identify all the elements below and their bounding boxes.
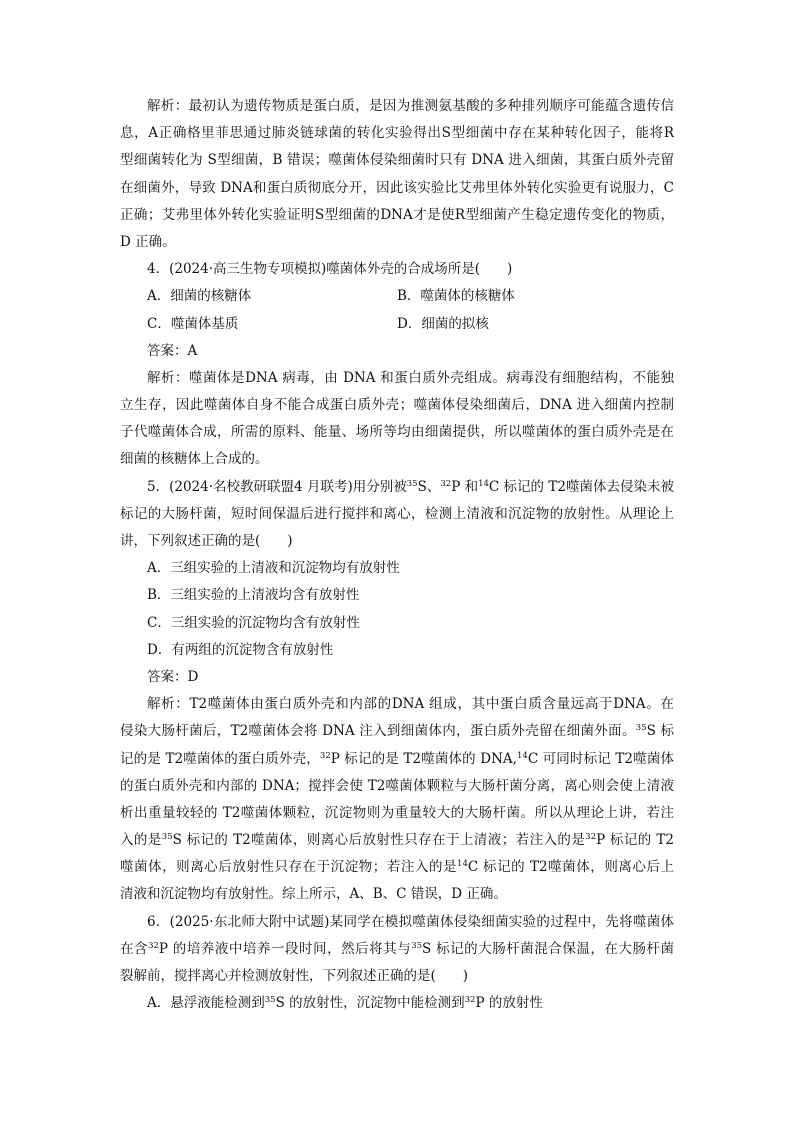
question-4-stem: 4．(2024·高三生物专项模拟)噬菌体外壳的合成场所是( )	[147, 261, 513, 278]
analysis-line: 析出重量较轻的 T2噬菌体颗粒，沉淀物则为重量较大的大肠杆菌。所以从理论上讲，若注	[120, 804, 674, 821]
question-5-stem-line-1: 5．(2024·名校教研联盟4 月联考)用分别被$^{35}$S、$^{32}$P 和$^{14}$C 标记的 T2噬菌体去侵染未被	[147, 478, 674, 495]
question-5-answer: 答案：D	[147, 668, 199, 685]
option-b: B．三组实验的上清液均含有放射性	[147, 587, 360, 604]
analysis-line: 在细菌外，导致 DNA和蛋白质彻底分开，因此该实验比艾弗里体外转化实验更有说服力，C	[120, 179, 674, 196]
question-5-stem-line-3: 讲，下列叙述正确的是( )	[120, 533, 293, 549]
question-4-answer: 答案：A	[147, 342, 198, 359]
analysis-line: 息，A正确格里菲思通过肺炎链球菌的转化实验得出S型细菌中存在某种转化因子，能将R	[120, 125, 674, 142]
question-4-options-row-1	[120, 283, 674, 310]
option-a: A．细菌的核糖体	[147, 288, 252, 305]
question-6-stem-line-2: 在含$^{32}$P 的培养液中培养一段时间，然后将其与$^{35}$S 标记的大肠杆菌混合保温，在大肠杆菌	[120, 940, 674, 957]
analysis-line: 立生存，因此噬菌体自身不能合成蛋白质外壳；噬菌体侵染细菌后，DNA 进入细菌内控制	[120, 397, 674, 414]
analysis-line: 的蛋白质外壳和内部的 DNA；搅拌会使 T2噬菌体颗粒与大肠杆菌分离，离心则会使上清液	[120, 777, 674, 794]
option-c: C．三组实验的沉淀物均含有放射性	[147, 614, 360, 631]
question-6-stem-line-3: 裂解前，搅拌离心并检测放射性，下列叙述正确的是( )	[120, 968, 469, 984]
analysis-line: 解析：T2噬菌体由蛋白质外壳和内部的DNA 组成，其中蛋白质含量远高于DNA。在	[147, 696, 674, 713]
question-6-stem-line-1: 6．(2025·东北师大附中试题)某同学在模拟噬菌体侵染细菌实验的过程中，先将噬菌体	[147, 913, 674, 930]
question-4-options-row-2	[120, 311, 674, 338]
question-5-stem-line-2: 标记的大肠杆菌，短时间保温后进行搅拌和离心，检测上清液和沉淀物的放射性。从理论上	[120, 505, 674, 522]
analysis-line: 侵染大肠杆菌后，T2噬菌体会将 DNA 注入到细菌体内，蛋白质外壳留在细菌外面。$^{35}$S 标	[120, 723, 674, 740]
option-d: D．细菌的拟核	[397, 315, 489, 332]
analysis-line: 噬菌体，则离心后放射性只存在于沉淀物；若注入的是$^{14}$C 标记的 T2噬菌体，则离心后上	[120, 859, 674, 876]
analysis-line: 子代噬菌体合成，所需的原料、能量、场所等均由细菌提供，所以噬菌体的蛋白质外壳是在	[120, 424, 674, 441]
option-a: A．悬浮液能检测到$^{35}$S 的放射性，沉淀物中能检测到$^{32}$P 的放射性	[147, 995, 543, 1012]
option-d: D．有两组的沉淀物含有放射性	[147, 641, 334, 658]
analysis-line: 入的是$^{35}$S 标记的 T2噬菌体，则离心后放射性只存在于上清液；若注入的是$^{32}$P 标记的 T2	[120, 832, 674, 849]
option-a: A．三组实验的上清液和沉淀物均有放射性	[147, 560, 400, 577]
analysis-line: D 正确。	[120, 233, 176, 250]
analysis-line: 记的是 T2噬菌体的蛋白质外壳，$^{32}$P 标记的是 T2噬菌体的 DNA,$^{14}$C 可同时标记 T2噬菌体	[120, 750, 674, 767]
analysis-line: 型细菌转化为 S型细菌，B 错误；噬菌体侵染细菌时只有 DNA 进入细菌，其蛋白质外壳留	[120, 152, 674, 169]
option-c: C．噬菌体基质	[147, 315, 239, 332]
analysis-line: 正确；艾弗里体外转化实验证明S型细菌的DNA才是使R型细菌产生稳定遗传变化的物质，	[120, 206, 674, 223]
analysis-line: 清液和沉淀物均有放射性。综上所示，A、B、C 错误，D 正确。	[120, 886, 507, 903]
analysis-line: 细菌的核糖体上合成的。	[120, 451, 269, 468]
analysis-line: 解析：噬菌体是DNA 病毒，由 DNA 和蛋白质外壳组成。病毒没有细胞结构，不能独	[147, 369, 674, 386]
option-b: B．噬菌体的核糖体	[397, 288, 515, 305]
analysis-line: 解析：最初认为遗传物质是蛋白质，是因为推测氨基酸的多种排列顺序可能蕴含遗传信	[147, 98, 674, 114]
